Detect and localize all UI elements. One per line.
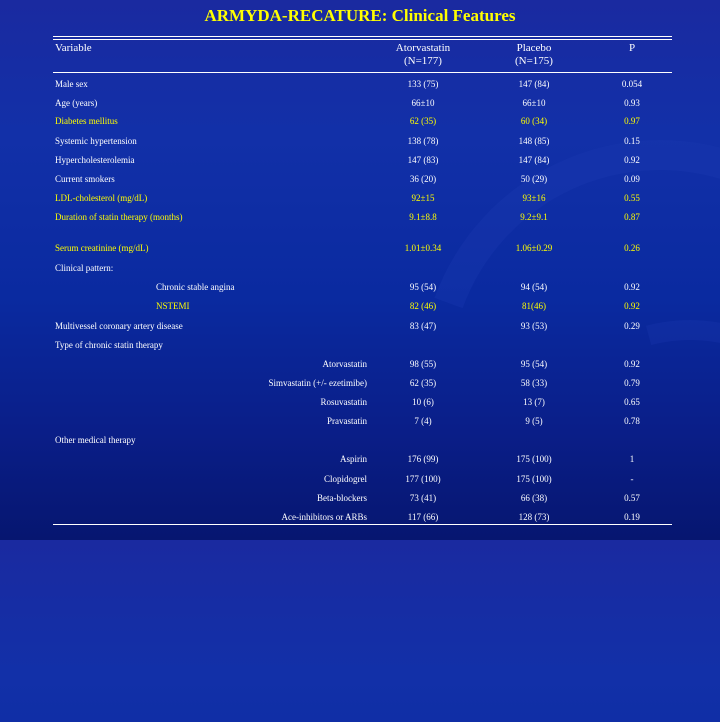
placebo-value: 94 (54): [520, 282, 548, 292]
p-value: 0.57: [624, 493, 640, 503]
header-p-value: P: [628, 42, 636, 54]
placebo-value: 1.06±0.29: [515, 243, 553, 253]
row-label: Simvastatin (+/- ezetimibe): [268, 378, 367, 388]
p-value: 1: [629, 454, 635, 464]
placebo-value: 95 (54): [520, 359, 548, 369]
placebo-value: 9.2±9.1: [520, 212, 548, 222]
row-label: NSTEMI: [156, 301, 190, 311]
atorvastatin-value: 177 (100): [405, 474, 441, 484]
placebo-value: 93 (53): [520, 321, 548, 331]
atorvastatin-value: 62 (35): [409, 378, 437, 388]
table-row: [0, 357, 720, 371]
atorvastatin-value: 117 (66): [407, 512, 439, 522]
row-label: Male sex: [55, 79, 88, 89]
p-value: 0.55: [624, 193, 640, 203]
header-placebo-n: (N=175): [515, 55, 553, 67]
placebo-value: 93±16: [522, 193, 546, 203]
slide-title: ARMYDA-RECATURE: Clinical Features: [204, 6, 516, 25]
row-label: Clopidogrel: [324, 474, 367, 484]
row-label: Aspirin: [340, 454, 367, 464]
header-variable: Variable: [55, 42, 92, 54]
placebo-value: 147 (84): [518, 155, 550, 165]
table-row: [0, 376, 720, 390]
placebo-value: 148 (85): [518, 136, 550, 146]
atorvastatin-value: 36 (20): [409, 174, 437, 184]
p-value: 0.93: [624, 98, 640, 108]
row-label: Duration of statin therapy (months): [55, 212, 183, 222]
atorvastatin-value: 82 (46): [409, 301, 437, 311]
table-row: [0, 319, 720, 333]
section-heading: Clinical pattern:: [55, 263, 114, 273]
atorvastatin-value: 7 (4): [414, 416, 432, 426]
placebo-value: 147 (84): [518, 79, 550, 89]
p-value: 0.054: [621, 79, 643, 89]
table-row: [0, 491, 720, 505]
placebo-value: 81(46): [522, 301, 546, 311]
row-label: Multivessel coronary artery disease: [55, 321, 183, 331]
atorvastatin-value: 10 (6): [412, 397, 434, 407]
table-row: [0, 134, 720, 148]
section-heading-row: [0, 261, 720, 275]
table-row: [0, 510, 720, 524]
table-bottom-rule: [53, 524, 672, 525]
p-value: -: [630, 474, 634, 484]
row-label: Systemic hypertension: [55, 136, 137, 146]
placebo-value: 60 (34): [520, 116, 548, 126]
table-row: [0, 210, 720, 224]
row-label: Rosuvastatin: [320, 397, 367, 407]
row-label: Pravastatin: [327, 416, 367, 426]
header-rule: [53, 72, 672, 73]
placebo-value: 66±10: [522, 98, 546, 108]
placebo-value: 9 (5): [525, 416, 543, 426]
p-value: 0.79: [624, 378, 640, 388]
p-value: 0.15: [624, 136, 640, 146]
placebo-value: 50 (29): [520, 174, 548, 184]
placebo-value: 13 (7): [523, 397, 545, 407]
atorvastatin-value: 92±15: [411, 193, 435, 203]
section-heading: Other medical therapy: [55, 435, 136, 445]
p-value: 0.09: [624, 174, 640, 184]
row-label: Ace-inhibitors or ARBs: [281, 512, 367, 522]
header-atorvastatin-label: Atorvastatin: [395, 42, 451, 54]
atorvastatin-value: 62 (35): [409, 116, 437, 126]
p-value: 0.92: [624, 282, 640, 292]
row-label: Chronic stable angina: [156, 282, 235, 292]
header-placebo: [484, 42, 584, 68]
table-row: [0, 96, 720, 110]
atorvastatin-value: 133 (75): [407, 79, 439, 89]
p-value: 0.97: [624, 116, 640, 126]
atorvastatin-value: 147 (83): [407, 155, 439, 165]
p-value: 0.29: [624, 321, 640, 331]
atorvastatin-value: 176 (99): [407, 454, 439, 464]
atorvastatin-value: 66±10: [411, 98, 435, 108]
atorvastatin-value: 9.1±8.8: [409, 212, 437, 222]
row-label: Serum creatinine (mg/dL): [55, 243, 149, 253]
atorvastatin-value: 98 (55): [409, 359, 437, 369]
row-label: LDL-cholesterol (mg/dL): [55, 193, 148, 203]
atorvastatin-value: 1.01±0.34: [404, 243, 442, 253]
table-top-rule: [53, 36, 672, 37]
placebo-value: 128 (73): [518, 512, 550, 522]
row-label: Age (years): [55, 98, 98, 108]
table-row: [0, 172, 720, 186]
section-heading-row: [0, 338, 720, 352]
p-value: 0.19: [624, 512, 640, 522]
header-atorvastatin-n: (N=177): [404, 55, 442, 67]
atorvastatin-value: 138 (78): [407, 136, 439, 146]
p-value: 0.92: [624, 359, 640, 369]
table-row: [0, 299, 720, 313]
table-row: [0, 77, 720, 91]
atorvastatin-value: 73 (41): [409, 493, 437, 503]
atorvastatin-value: 83 (47): [409, 321, 437, 331]
row-label: Current smokers: [55, 174, 115, 184]
p-value: 0.92: [624, 301, 640, 311]
section-heading: Type of chronic statin therapy: [55, 340, 163, 350]
table-row: [0, 241, 720, 255]
p-value: 0.87: [624, 212, 640, 222]
table-top-rule: [53, 39, 672, 40]
p-value: 0.78: [624, 416, 640, 426]
row-label: Hypercholesterolemia: [55, 155, 135, 165]
row-label: Beta-blockers: [317, 493, 367, 503]
table-row: [0, 191, 720, 205]
table-row: [0, 153, 720, 167]
row-label: Diabetes mellitus: [55, 116, 118, 126]
table-row: [0, 280, 720, 294]
placebo-value: 175 (100): [516, 474, 552, 484]
placebo-value: 58 (33): [520, 378, 548, 388]
table-row: [0, 452, 720, 466]
atorvastatin-value: 95 (54): [409, 282, 437, 292]
table-row: [0, 114, 720, 128]
p-value: 0.26: [624, 243, 640, 253]
table-row: [0, 472, 720, 486]
table-row: [0, 395, 720, 409]
header-atorvastatin: [373, 42, 473, 68]
row-label: Atorvastatin: [322, 359, 367, 369]
table-row: [0, 414, 720, 428]
p-value: 0.65: [624, 397, 640, 407]
section-heading-row: [0, 433, 720, 447]
header-placebo-label: Placebo: [516, 42, 552, 54]
placebo-value: 175 (100): [516, 454, 552, 464]
p-value: 0.92: [624, 155, 640, 165]
placebo-value: 66 (38): [520, 493, 548, 503]
